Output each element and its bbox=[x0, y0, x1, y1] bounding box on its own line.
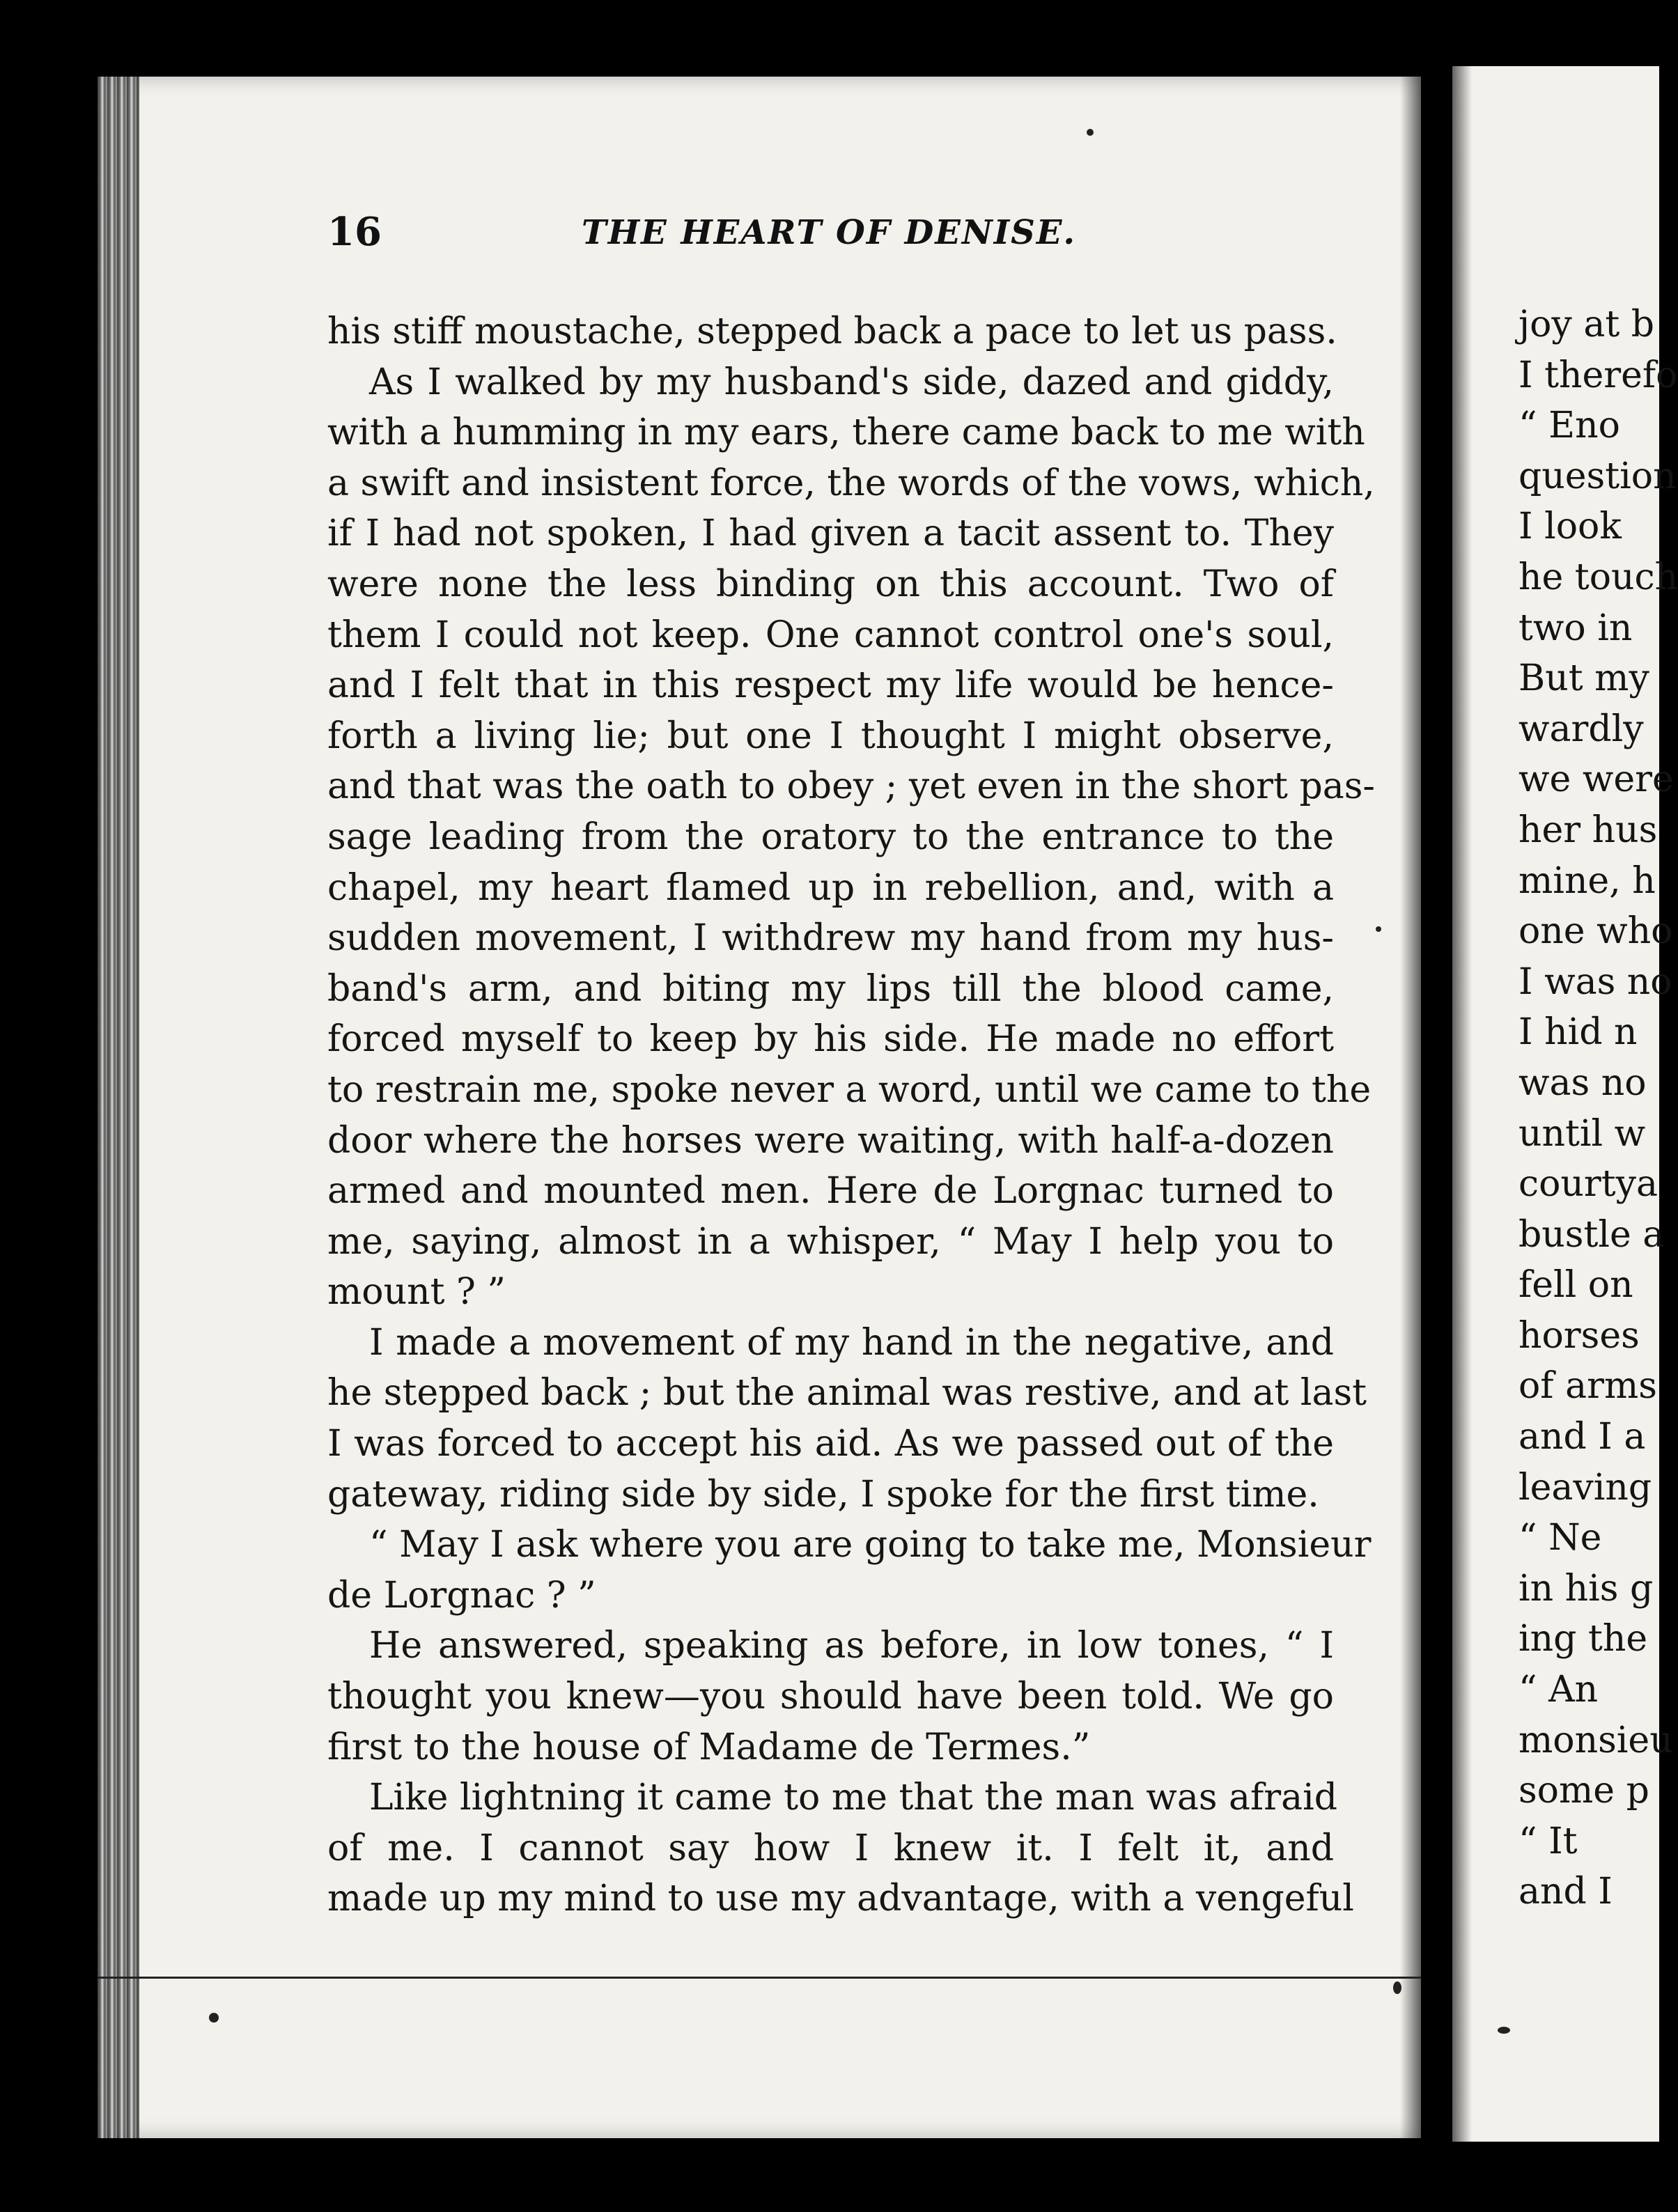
right-page-text-line: some p bbox=[1518, 1770, 1649, 1812]
text-line: forced myself to keep by his side. He made no effort bbox=[327, 1018, 1334, 1061]
text-line: de Lorgnac ? ” bbox=[327, 1574, 596, 1617]
text-line: were none the less binding on this account. Two of bbox=[327, 563, 1334, 605]
running-title: THE HEART OF DENISE. bbox=[582, 213, 1077, 252]
right-page-text-line: mine, h bbox=[1518, 859, 1656, 902]
right-page-text-line: one who bbox=[1518, 910, 1673, 953]
body-text bbox=[327, 306, 1375, 1924]
right-page-fragment bbox=[1452, 66, 1678, 2142]
right-page-text-line: joy at b bbox=[1518, 304, 1655, 345]
text-line: gateway, riding side by side, I spoke for the first time. bbox=[327, 1473, 1319, 1516]
text-line: “ May I ask where you are going to take me, Monsieur bbox=[369, 1524, 1372, 1566]
right-page-text-line: two in bbox=[1518, 607, 1633, 649]
right-page-text-line: “ Ne bbox=[1518, 1517, 1602, 1559]
scan-speck bbox=[1393, 1981, 1401, 1994]
text-line: with a humming in my ears, there came back to me with bbox=[327, 412, 1365, 454]
right-page-text-line: bustle a bbox=[1518, 1213, 1665, 1256]
text-line: his stiff moustache, stepped back a pace to let us pass. bbox=[327, 311, 1337, 352]
right-page-text-line: ing the bbox=[1518, 1618, 1648, 1660]
right-page-text-line: “ Eno bbox=[1518, 405, 1620, 447]
right-page-text-line: and I bbox=[1518, 1871, 1613, 1913]
text-line: a swift and insistent force, the words of the vows, which, bbox=[327, 462, 1375, 504]
text-line: and that was the oath to obey ; yet even in the short pas- bbox=[327, 765, 1375, 808]
right-page-text-line: “ An bbox=[1518, 1669, 1599, 1711]
page-number: 16 bbox=[327, 209, 382, 255]
text-line: first to the house of Madame de Termes.” bbox=[327, 1726, 1091, 1768]
text-line: As I walked by my husband's side, dazed and giddy, bbox=[369, 361, 1334, 403]
text-line: me, saying, almost in a whisper, “ May I help you to bbox=[327, 1220, 1334, 1263]
text-line: He answered, speaking as before, in low tones, “ I bbox=[369, 1625, 1334, 1667]
right-page-text-line: But my bbox=[1518, 657, 1649, 700]
right-page-text-line: he touch bbox=[1518, 556, 1678, 598]
right-page-text-line: I therefo bbox=[1518, 354, 1678, 396]
text-line: sage leading from the oratory to the entrance to the bbox=[327, 816, 1334, 858]
text-line: he stepped back ; but the animal was restive, and at last bbox=[327, 1372, 1367, 1415]
text-line: mount ? ” bbox=[327, 1271, 506, 1314]
right-page-text-line: courtya bbox=[1518, 1163, 1658, 1206]
text-line: to restrain me, spoke never a word, until we came to the bbox=[327, 1068, 1372, 1111]
text-line: made up my mind to use my advantage, with a vengeful bbox=[327, 1878, 1354, 1920]
right-page-text-line: wardly bbox=[1518, 708, 1644, 750]
right-page-text-line: I look bbox=[1518, 506, 1622, 548]
scan-speck bbox=[209, 2013, 219, 2023]
text-line: door where the horses were waiting, with half-a-dozen bbox=[327, 1119, 1334, 1162]
text-line: I made a movement of my hand in the negative, and bbox=[369, 1321, 1334, 1364]
right-page-text-line: I hid n bbox=[1518, 1011, 1638, 1054]
text-line: chapel, my heart flamed up in rebellion, and, with a bbox=[327, 866, 1334, 909]
text-line: I was forced to accept his aid. As we passed out of the bbox=[327, 1423, 1334, 1465]
scan-speck bbox=[1498, 2027, 1510, 2034]
scan-speck bbox=[1087, 129, 1094, 136]
right-page-text-line: I was no bbox=[1518, 960, 1672, 1003]
right-page-text-line: was no bbox=[1518, 1061, 1647, 1104]
right-page-gutter-shadow bbox=[1452, 66, 1472, 2142]
text-line: forth a living lie; but one I thought I might observe, bbox=[327, 715, 1334, 757]
right-page-text-line: until w bbox=[1518, 1112, 1646, 1155]
text-line: band's arm, and biting my lips till the blood came, bbox=[327, 967, 1334, 1010]
right-page-text-line: fell on bbox=[1518, 1264, 1633, 1307]
right-page-text-line: “ It bbox=[1518, 1820, 1578, 1862]
text-line: armed and mounted men. Here de Lorgnac turned to bbox=[327, 1170, 1334, 1213]
right-page-text-line: her hus bbox=[1518, 809, 1658, 851]
right-page-text-line: we were bbox=[1518, 758, 1674, 801]
text-line: if I had not spoken, I had given a tacit assent to. They bbox=[327, 513, 1334, 555]
right-page-text-fragments bbox=[1518, 299, 1678, 1917]
text-line: sudden movement, I withdrew my hand from my hus- bbox=[327, 917, 1334, 960]
right-page-text-line: horses bbox=[1518, 1314, 1640, 1357]
page-header bbox=[327, 209, 1351, 265]
right-page-text-line: of arms bbox=[1518, 1365, 1657, 1408]
right-page-text-line: leaving bbox=[1518, 1466, 1652, 1509]
text-line: them I could not keep. One cannot control one's soul, bbox=[327, 614, 1334, 656]
text-line: and I felt that in this respect my life would be hence- bbox=[327, 664, 1334, 707]
right-page-text-line: and I a bbox=[1518, 1416, 1646, 1458]
page-bottom-rule bbox=[98, 1977, 1421, 1979]
text-line: of me. I cannot say how I knew it. I felt it, and bbox=[327, 1827, 1334, 1869]
right-page-text-line: in his g bbox=[1518, 1567, 1654, 1610]
text-line: thought you knew—you should have been told. We go bbox=[327, 1676, 1334, 1718]
scan-speck bbox=[1376, 926, 1381, 932]
book-binding-edge bbox=[98, 77, 139, 2138]
right-page-text-line: question bbox=[1518, 455, 1677, 497]
page-gutter-shadow bbox=[1400, 77, 1421, 2138]
text-line: Like lightning it came to me that the man was afraid bbox=[369, 1777, 1338, 1819]
right-page-text-line: monsieu bbox=[1518, 1719, 1673, 1761]
